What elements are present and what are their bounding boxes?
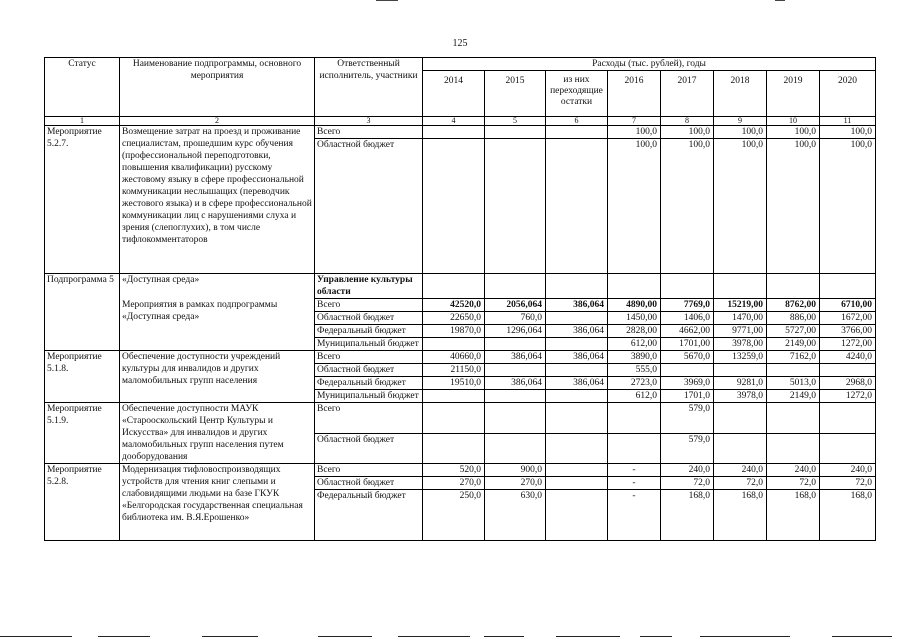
value-2014 — [423, 390, 485, 403]
value-2017: 72,0 — [661, 477, 714, 490]
value-2014: 22650,0 — [423, 312, 485, 325]
value-transitional — [546, 390, 608, 403]
executor-cell: Федеральный бюджет — [315, 490, 423, 541]
column-number-row — [45, 117, 876, 126]
value-2017: 7769,0 — [661, 299, 714, 312]
column-number: 5 — [485, 117, 546, 126]
header-2014: 2014 — [423, 71, 485, 117]
value-2020: 72,0 — [820, 477, 876, 490]
value-2015 — [485, 390, 546, 403]
value-2018: 15219,00 — [714, 299, 767, 312]
status-cell: Подпрограмма 5 — [45, 274, 120, 351]
value-2014: 520,0 — [423, 464, 485, 477]
value-2017: 1701,0 — [661, 390, 714, 403]
column-number: 6 — [546, 117, 608, 126]
value-2018 — [714, 403, 767, 434]
value-2018: 72,0 — [714, 477, 767, 490]
value-2020: 3766,00 — [820, 325, 876, 338]
column-number: 11 — [820, 117, 876, 126]
value-2017: 579,0 — [661, 433, 714, 464]
value-2017 — [661, 364, 714, 377]
value-2017: 240,0 — [661, 464, 714, 477]
value-2015: 1296,064 — [485, 325, 546, 338]
budget-table — [44, 57, 876, 541]
executor-cell: Областной бюджет — [315, 139, 423, 274]
value-2014 — [423, 139, 485, 274]
value-transitional: 386,064 — [546, 351, 608, 364]
value-2016: 2723,0 — [608, 377, 661, 390]
executor-cell: Областной бюджет — [315, 477, 423, 490]
executor-cell: Федеральный бюджет — [315, 377, 423, 390]
executor-cell: Областной бюджет — [315, 312, 423, 325]
value-2015: 2056,064 — [485, 299, 546, 312]
executor-cell: Всего — [315, 351, 423, 364]
column-number: 7 — [608, 117, 661, 126]
value-2018: 9771,00 — [714, 325, 767, 338]
value-2017: 579,0 — [661, 403, 714, 434]
column-number: 4 — [423, 117, 485, 126]
value-2014: 19510,0 — [423, 377, 485, 390]
subprogram-name: «Доступная среда» — [120, 274, 315, 299]
header-transitional: из них переходящие остатки — [546, 71, 608, 117]
value-2020: 1272,00 — [820, 338, 876, 351]
measure-name: Обеспечение доступности учреждений культуры для инвалидов и других маломобильных групп населения — [120, 351, 315, 403]
value-2016: 1450,00 — [608, 312, 661, 325]
value-2016: 612,00 — [608, 338, 661, 351]
value-transitional — [546, 464, 608, 477]
page-number: 125 — [452, 38, 468, 49]
table-row — [45, 351, 876, 364]
value-2016: 612,0 — [608, 390, 661, 403]
value-2017: 100,0 — [661, 126, 714, 139]
value-2019 — [767, 403, 820, 434]
executor-cell: Муниципальный бюджет — [315, 390, 423, 403]
value-2018: 1470,00 — [714, 312, 767, 325]
measure-name: Модернизация тифловоспроизводящих устройств для чтения книг слепыми и слабовидящими людьми на базе ГКУК «Белгородская государственная специальная библиотека им. В.Я.Ерошенко» — [120, 464, 315, 541]
value-2014 — [423, 433, 485, 464]
value-2019: 100,0 — [767, 126, 820, 139]
executor-cell: Управление культуры области — [315, 274, 423, 299]
status-cell: Мероприятие 5.2.7. — [45, 126, 120, 274]
value-2019 — [767, 433, 820, 464]
value-2020: 100,0 — [820, 126, 876, 139]
value-2014: 19870,0 — [423, 325, 485, 338]
value-2020: 6710,00 — [820, 299, 876, 312]
value-transitional — [546, 403, 608, 434]
value-2020: 4240,0 — [820, 351, 876, 364]
value-2019: 72,0 — [767, 477, 820, 490]
header-2019: 2019 — [767, 71, 820, 117]
executor-cell: Всего — [315, 299, 423, 312]
value-2015 — [485, 403, 546, 434]
value-2019 — [767, 364, 820, 377]
header-row — [45, 58, 876, 71]
column-number: 3 — [315, 117, 423, 126]
value-2017: 3969,0 — [661, 377, 714, 390]
value-2018: 240,0 — [714, 464, 767, 477]
value-2014: 21150,0 — [423, 364, 485, 377]
value-2018: 100,0 — [714, 139, 767, 274]
value-2019: 2149,00 — [767, 338, 820, 351]
value-transitional — [546, 338, 608, 351]
value-transitional — [546, 490, 608, 541]
value-2014 — [423, 126, 485, 139]
header-2018: 2018 — [714, 71, 767, 117]
executor-cell: Областной бюджет — [315, 433, 423, 464]
value-2016: - — [608, 464, 661, 477]
value-2018: 9281,0 — [714, 377, 767, 390]
header-2015: 2015 — [485, 71, 546, 117]
value-2019: 2149,0 — [767, 390, 820, 403]
header-status: Статус — [45, 58, 120, 117]
value-2018: 100,0 — [714, 126, 767, 139]
value-2019: 886,00 — [767, 312, 820, 325]
value-transitional — [546, 477, 608, 490]
value-2020: 240,0 — [820, 464, 876, 477]
value-2017: 4662,00 — [661, 325, 714, 338]
value-2020: 100,0 — [820, 139, 876, 274]
value-2015 — [485, 433, 546, 464]
value-2014: 250,0 — [423, 490, 485, 541]
value-2019: 100,0 — [767, 139, 820, 274]
value-2020: 1672,00 — [820, 312, 876, 325]
value-2019: 168,0 — [767, 490, 820, 541]
executor-cell: Федеральный бюджет — [315, 325, 423, 338]
value-transitional: 386,064 — [546, 325, 608, 338]
value-2020 — [820, 364, 876, 377]
value-2014 — [423, 403, 485, 434]
executor-cell: Областной бюджет — [315, 364, 423, 377]
value-2016: 3890,0 — [608, 351, 661, 364]
table-row — [45, 299, 876, 312]
value-2014: 270,0 — [423, 477, 485, 490]
value-2015: 760,0 — [485, 312, 546, 325]
value-2015: 386,064 — [485, 351, 546, 364]
value-2019: 7162,0 — [767, 351, 820, 364]
value-2016: 2828,00 — [608, 325, 661, 338]
header-expenses: Расходы (тыс. рублей), годы — [423, 58, 876, 71]
value-2018: 3978,0 — [714, 390, 767, 403]
value-2014 — [423, 338, 485, 351]
value-2016: 100,0 — [608, 139, 661, 274]
value-2015: 630,0 — [485, 490, 546, 541]
status-cell: Мероприятие 5.1.8. — [45, 351, 120, 403]
value-2015: 270,0 — [485, 477, 546, 490]
value-transitional: 386,064 — [546, 299, 608, 312]
value-transitional — [546, 312, 608, 325]
value-2015: 900,0 — [485, 464, 546, 477]
value-2014: 42520,0 — [423, 299, 485, 312]
value-2015 — [485, 139, 546, 274]
column-number: 9 — [714, 117, 767, 126]
value-2016: - — [608, 490, 661, 541]
column-number: 1 — [45, 117, 120, 126]
value-transitional: 386,064 — [546, 377, 608, 390]
value-2020: 168,0 — [820, 490, 876, 541]
value-2016 — [608, 403, 661, 434]
value-2016: - — [608, 477, 661, 490]
value-2015 — [485, 364, 546, 377]
table-row — [45, 464, 876, 477]
header-2016: 2016 — [608, 71, 661, 117]
value-2019: 8762,00 — [767, 299, 820, 312]
value-2019: 5013,0 — [767, 377, 820, 390]
measure-name: Мероприятия в рамках подпрограммы «Доступная среда» — [120, 299, 315, 351]
table-row — [45, 274, 876, 299]
value-2018: 168,0 — [714, 490, 767, 541]
value-2017: 5670,0 — [661, 351, 714, 364]
value-2019: 5727,00 — [767, 325, 820, 338]
status-cell: Мероприятие 5.2.8. — [45, 464, 120, 541]
value-2018 — [714, 433, 767, 464]
value-2020 — [820, 403, 876, 434]
header-2017: 2017 — [661, 71, 714, 117]
value-2019: 240,0 — [767, 464, 820, 477]
value-2015 — [485, 126, 546, 139]
table-row — [45, 126, 876, 139]
value-2015 — [485, 338, 546, 351]
value-transitional — [546, 433, 608, 464]
value-2016: 555,0 — [608, 364, 661, 377]
value-2017: 1406,0 — [661, 312, 714, 325]
value-2016: 100,0 — [608, 126, 661, 139]
value-transitional — [546, 364, 608, 377]
value-2018 — [714, 364, 767, 377]
executor-cell: Всего — [315, 403, 423, 434]
column-number: 10 — [767, 117, 820, 126]
column-number: 8 — [661, 117, 714, 126]
value-transitional — [546, 126, 608, 139]
value-transitional — [546, 139, 608, 274]
value-2016 — [608, 433, 661, 464]
header-executor: Ответственный исполнитель, участники — [315, 58, 423, 117]
executor-cell: Муниципальный бюджет — [315, 338, 423, 351]
value-2014: 40660,0 — [423, 351, 485, 364]
status-cell: Мероприятие 5.1.9. — [45, 403, 120, 464]
measure-name: Возмещение затрат на проезд и проживание специалистам, прошедшим курс обучения (профессиональной переподготовки, повышения квалификации) русскому жестовому языку в сфере профессиональной коммуникации неслышащих (переводчик жестового языка) и в сфере профессиональной коммуникации лиц с нарушениями слуха и зрения (слепоглухих), в том числе тифлокомментаторов — [120, 126, 315, 274]
value-2017: 100,0 — [661, 139, 714, 274]
value-2020 — [820, 433, 876, 464]
executor-cell: Всего — [315, 464, 423, 477]
table-row — [45, 403, 876, 434]
value-2017: 1701,00 — [661, 338, 714, 351]
header-2020: 2020 — [820, 71, 876, 117]
value-2018: 13259,0 — [714, 351, 767, 364]
value-2018: 3978,00 — [714, 338, 767, 351]
executor-cell: Всего — [315, 126, 423, 139]
header-name: Наименование подпрограммы, основного мероприятия — [120, 58, 315, 117]
column-number: 2 — [120, 117, 315, 126]
value-2017: 168,0 — [661, 490, 714, 541]
value-2015: 386,064 — [485, 377, 546, 390]
value-2020: 2968,0 — [820, 377, 876, 390]
measure-name: Обеспечение доступности МАУК «Старооскольский Центр Культуры и Искусства» для инвалидов и других маломобильных групп населения путем дооборудования — [120, 403, 315, 464]
value-2016: 4890,00 — [608, 299, 661, 312]
value-2020: 1272,0 — [820, 390, 876, 403]
